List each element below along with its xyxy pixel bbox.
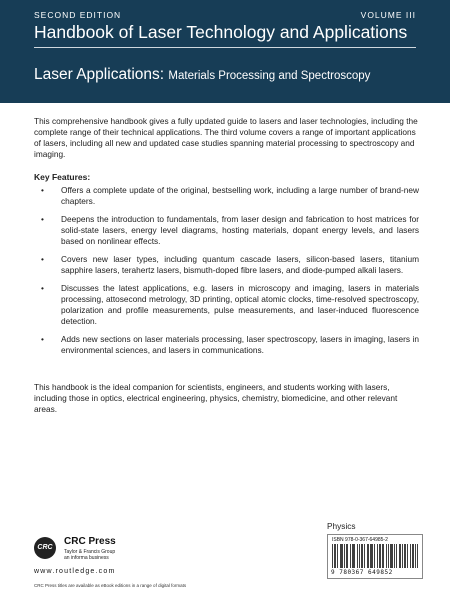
feature-text: Covers new laser types, including quantum cascade lasers, silicon-based lasers, titanium sapphire lasers, terahertz lasers, bismuth-doped fibre lasers, and diode-pumped alkali lasers. — [61, 254, 419, 275]
edition-row — [34, 10, 416, 22]
bullet-icon: • — [41, 185, 44, 195]
list-item — [36, 283, 419, 327]
edition-label: SECOND EDITION — [34, 10, 122, 20]
title-divider — [34, 47, 416, 48]
key-features-heading: Key Features: — [34, 172, 91, 182]
closing-paragraph: This handbook is the ideal companion for scientists, engineers, and students working with lasers, including those in optics, electrical engineering, physics, chemistry, biomedicine, and other relevant areas. — [34, 382, 398, 414]
subtitle-rest: Materials Processing and Spectroscopy — [168, 70, 371, 82]
cover-header-band — [0, 0, 450, 103]
feature-text: Offers a complete update of the original, bestselling work, including a large number of brand-new chapters. — [61, 185, 419, 206]
book-title: Handbook of Laser Technology and Applications — [34, 22, 408, 42]
intro-paragraph: This comprehensive handbook gives a fully updated guide to lasers and laser technologies, including the complete range of their technical applications. The third volume covers a range of important applications of lasers, including all new and updated case studies spanning material processing to spectroscopy and imaging. — [34, 116, 418, 159]
publisher-name: CRC Press — [64, 536, 116, 547]
publisher-group: Taylor & Francis Group — [64, 549, 116, 555]
list-item — [36, 254, 419, 276]
subject-category: Physics — [327, 521, 356, 531]
bullet-icon: • — [41, 283, 44, 293]
book-subtitle — [34, 66, 424, 84]
list-item — [36, 334, 419, 356]
feature-text: Adds new sections on laser materials processing, laser spectroscopy, lasers in imaging, lasers in environmental sciences, and lasers in communications. — [61, 334, 419, 355]
bullet-icon: • — [41, 334, 44, 344]
feature-text: Deepens the introduction to fundamentals, from laser design and fabrication to host matrices for solid-state lasers, energy level diagrams, hosting materials, dopant energy levels, and lasers based on nonlinear effects. — [61, 214, 419, 246]
subtitle-main: Laser Applications: — [34, 66, 165, 83]
key-features-list — [36, 185, 419, 363]
bullet-icon: • — [41, 214, 44, 224]
isbn-number: ISBN 978-0-367-64985-2 — [332, 537, 388, 543]
isbn-barcode — [327, 534, 423, 579]
volume-label: VOLUME III — [360, 10, 416, 20]
list-item — [36, 185, 419, 207]
crc-logo-icon: CRC — [34, 537, 56, 559]
bullet-icon: • — [41, 254, 44, 264]
ebook-note: CRC Press titles are available as eBook editions in a range of digital formats — [34, 583, 187, 588]
barcode-digits: 9 780367 649852 — [331, 569, 393, 576]
barcode-icon — [332, 544, 418, 568]
publisher-tagline: an informa business — [64, 555, 109, 561]
list-item — [36, 214, 419, 247]
feature-text: Discusses the latest applications, e.g. lasers in microscopy and imaging, lasers in materials processing, attosecond metrology, 3D printing, optical atomic clocks, time-resolved spectroscopy, polarization and profile measurements, pulse measurements, and laser-induced fluorescence detection. — [61, 283, 419, 326]
publisher-website: www.routledge.com — [34, 568, 116, 575]
